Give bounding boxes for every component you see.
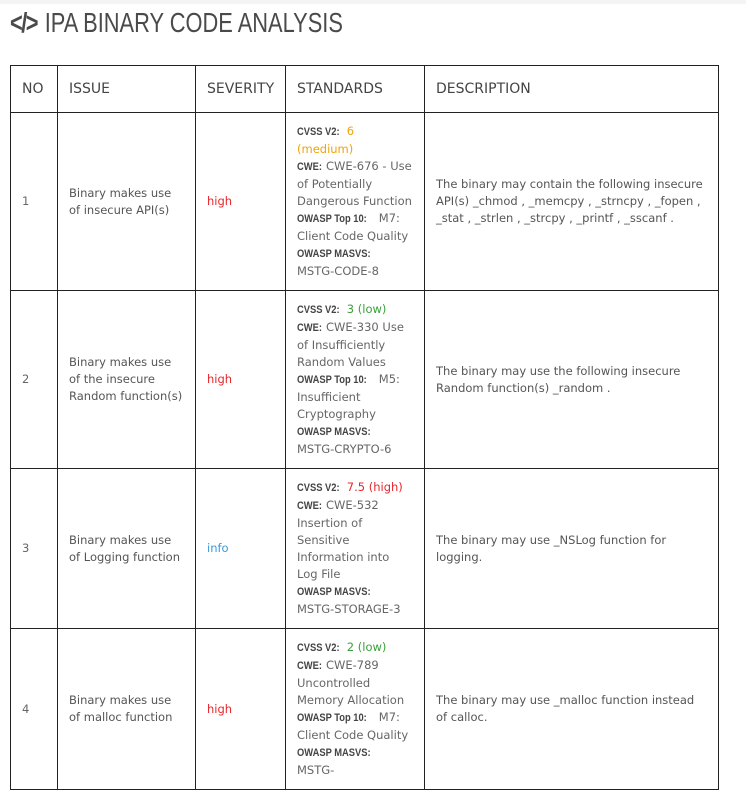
cell-standards (286, 291, 425, 469)
cwe-label: CWE: (297, 322, 322, 334)
masvs-value: MSTG- (297, 763, 335, 777)
page-title (10, 6, 343, 40)
cell-issue: Binary makes use of malloc function (58, 629, 196, 790)
cell-description: The binary may use _malloc function instead of calloc. (425, 629, 719, 790)
cell-standards (286, 469, 425, 629)
cwe-label: CWE: (297, 161, 322, 173)
masvs-value: MSTG-CRYPTO-6 (297, 442, 392, 456)
cell-issue: Binary makes use of the insecure Random function(s) (58, 291, 196, 469)
cwe-value: CWE-532 Insertion of Sensitive Information into Log File (297, 498, 390, 581)
owasp-top10-label: OWASP Top 10: (297, 712, 367, 724)
cell-no: 3 (11, 469, 58, 629)
column-header-issue[interactable]: ISSUE (58, 66, 196, 113)
cvss-value: 2 (low) (346, 640, 387, 654)
top-bar (0, 0, 746, 4)
column-header-no[interactable]: NO (11, 66, 58, 113)
cell-description: The binary may use the following insecure Random function(s) _random . (425, 291, 719, 469)
column-header-description[interactable]: DESCRIPTION (425, 66, 719, 113)
severity-badge: high (196, 291, 286, 469)
cwe-value: CWE-676 - Use of Potentially Dangerous Function (297, 159, 412, 208)
column-header-standards[interactable]: STANDARDS (286, 66, 425, 113)
binary-analysis-table (10, 65, 719, 790)
owasp-top10-label: OWASP Top 10: (297, 374, 367, 386)
cell-issue: Binary makes use of insecure API(s) (58, 113, 196, 291)
cvss-label: CVSS V2: (297, 126, 340, 138)
cvss-value: 7.5 (high) (346, 480, 403, 494)
cwe-label: CWE: (297, 660, 322, 672)
cwe-value: CWE-330 Use of Insufficiently Random Values (297, 320, 404, 369)
masvs-label: OWASP MASVS: (297, 248, 371, 260)
column-header-severity[interactable]: SEVERITY (196, 66, 286, 113)
cwe-value: CWE-789 Uncontrolled Memory Allocation (297, 658, 405, 707)
cell-standards (286, 629, 425, 790)
masvs-value: MSTG-STORAGE-3 (297, 602, 401, 616)
cvss-value: 6 (medium) (297, 124, 355, 156)
table-row (11, 291, 719, 469)
table-row (11, 469, 719, 629)
cvss-value: 3 (low) (346, 302, 387, 316)
cwe-label: CWE: (297, 500, 322, 512)
owasp-top10-value: M7: Client Code Quality (297, 710, 409, 742)
owasp-top10-value: M7: Client Code Quality (297, 211, 409, 243)
cvss-label: CVSS V2: (297, 642, 340, 654)
cell-no: 4 (11, 629, 58, 790)
severity-badge: high (196, 113, 286, 291)
cell-no: 1 (11, 113, 58, 291)
masvs-label: OWASP MASVS: (297, 747, 371, 759)
owasp-top10-value: M5: Insufficient Cryptography (297, 372, 400, 421)
cell-no: 2 (11, 291, 58, 469)
table-row (11, 629, 719, 790)
cvss-label: CVSS V2: (297, 304, 340, 316)
masvs-value: MSTG-CODE-8 (297, 264, 379, 278)
table-header-row (11, 66, 719, 113)
cell-description: The binary may contain the following insecure API(s) _chmod , _memcpy , _strncpy , _fopen , _stat , _strlen , _strcpy , _printf , _sscanf . (425, 113, 719, 291)
masvs-label: OWASP MASVS: (297, 426, 371, 438)
owasp-top10-label: OWASP Top 10: (297, 213, 367, 225)
code-icon: </> (10, 7, 37, 38)
masvs-label: OWASP MASVS: (297, 586, 371, 598)
cell-issue: Binary makes use of Logging function (58, 469, 196, 629)
cell-standards (286, 113, 425, 291)
cell-description: The binary may use _NSLog function for logging. (425, 469, 719, 629)
cvss-label: CVSS V2: (297, 482, 340, 494)
severity-badge: info (196, 469, 286, 629)
severity-badge: high (196, 629, 286, 790)
page-title-text: IPA BINARY CODE ANALYSIS (44, 7, 343, 38)
table-row (11, 113, 719, 291)
